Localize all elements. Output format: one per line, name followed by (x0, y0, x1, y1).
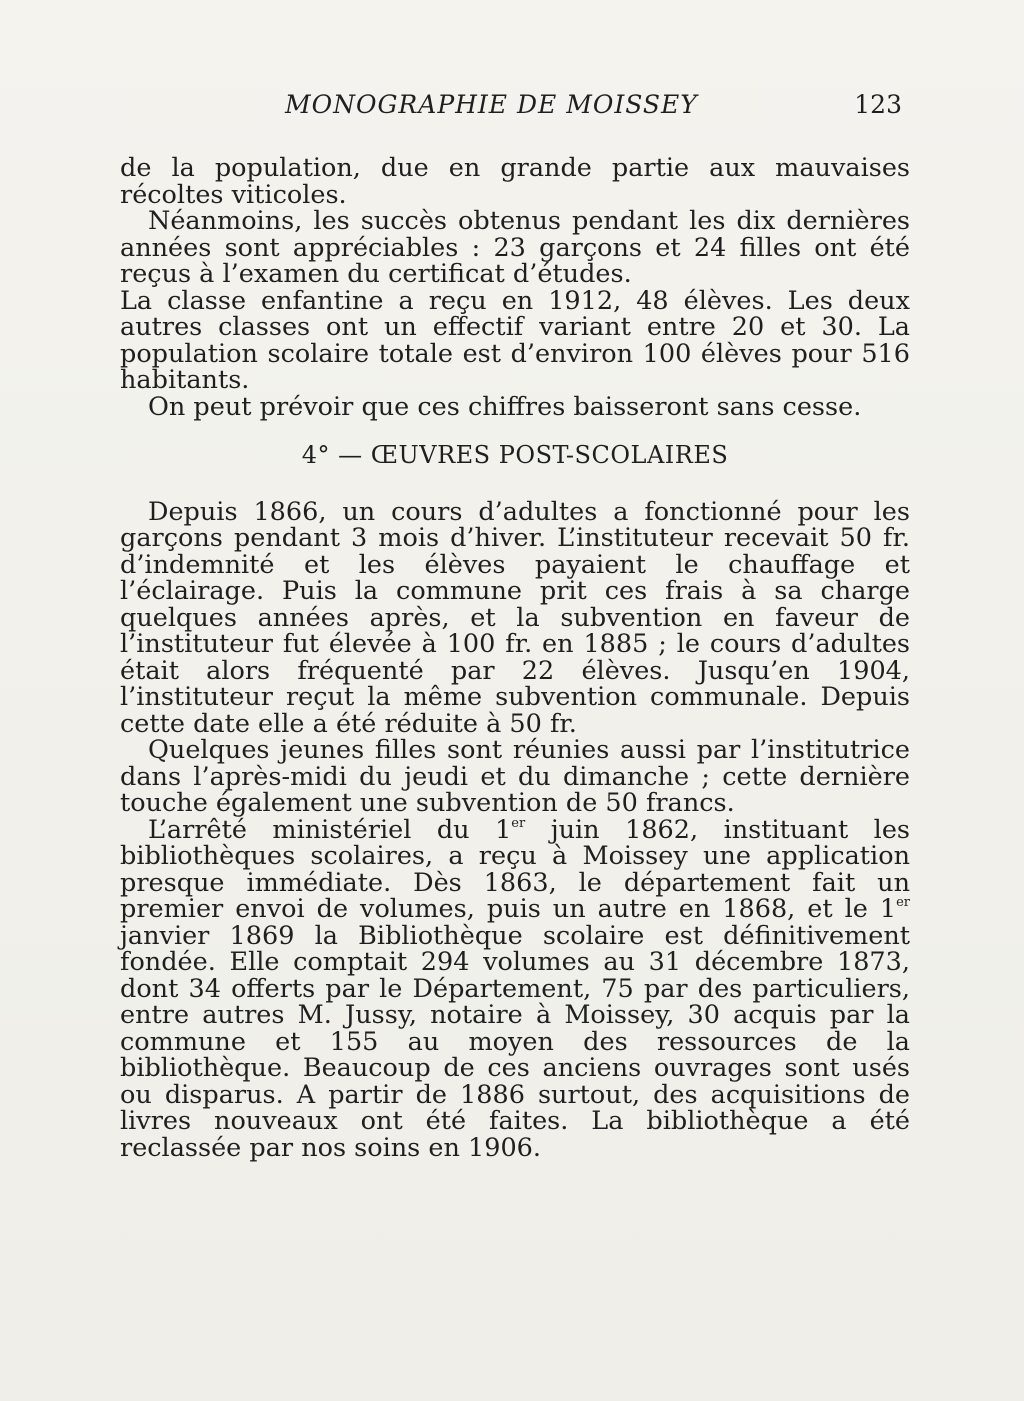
paragraph-3: La classe enfantine a reçu en 1912, 48 élèves. Les deux autres classes ont un effectif variant entre 20 et 30. La population scolaire totale est d’environ 100 élèves pour 516 habitants. (120, 285, 910, 395)
paragraph-6: Quelques jeunes filles sont réunies aussi par l’institutrice dans l’après-midi du jeudi et du dimanche ; cette dernière touche également une subvention de 50 francs. (120, 735, 910, 818)
paragraph-4: On peut prévoir que ces chiffres baisseront sans cesse. (148, 391, 862, 422)
running-title: MONOGRAPHIE DE MOISSEY (285, 90, 698, 119)
section-title: 4° — ŒUVRES POST-SCOLAIRES (301, 441, 729, 469)
running-head (120, 90, 910, 130)
paragraph-7-part-c: janvier 1869 la Bibliothèque scolaire est définitivement fondée. Elle comptait 294 volumes au 31 décembre 1873, dont 34 offerts par le Département, 75 par des particuliers, entre autres M. Jussy, notaire à Moissey, 30 acquis par la commune et 155 au moyen des ressources de la bibliothèque. Beaucoup de ces anciens ouvrages sont usés ou disparus. A partir de 1886 surtout, des acquisitions de livres nouveaux ont été faites. La bibliothèque a été reclassée par nos soins en 1906. (120, 920, 910, 1163)
ordinal-suffix-1: er (511, 815, 526, 831)
body-text (120, 155, 910, 1161)
ordinal-suffix-2: er (896, 895, 910, 910)
paragraph-5: Depuis 1866, un cours d’adultes a fonctionné pour les garçons pendant 3 mois d’hiver. L’instituteur recevait 50 fr. d’indemnité et les élèves payaient le chauffage et l’éclairage. Puis la commune prit ces frais à sa charge quelques années après, et la subvention en faveur de l’instituteur fut élevée à 100 fr. en 1885 ; le cours d’adultes était alors fréquenté par 22 élèves. Jusqu’en 1904, l’instituteur reçut la même subvention communale. Depuis cette date elle a été réduite à 50 fr. (120, 496, 910, 739)
page-number: 123 (854, 90, 902, 119)
paragraph-7-part-b: juin 1862, instituant les bibliothèques scolaires, a reçu à Moissey une application presque immédiate. Dès 1863, le département fait un premier envoi de volumes, puis un autre en 1868, et le 1 (120, 814, 911, 924)
paragraph-7-part-a: L’arrêté ministériel du 1 (148, 814, 512, 845)
paragraph-1: de la population, due en grande partie aux mauvaises récoltes viticoles. (120, 153, 910, 210)
paragraph-2: Néanmoins, les succès obtenus pendant les dix dernières années sont appréciables : 23 garçons et 24 filles ont été reçus à l’examen du certificat d’études. (120, 206, 910, 289)
paragraph-7 (120, 814, 911, 1163)
